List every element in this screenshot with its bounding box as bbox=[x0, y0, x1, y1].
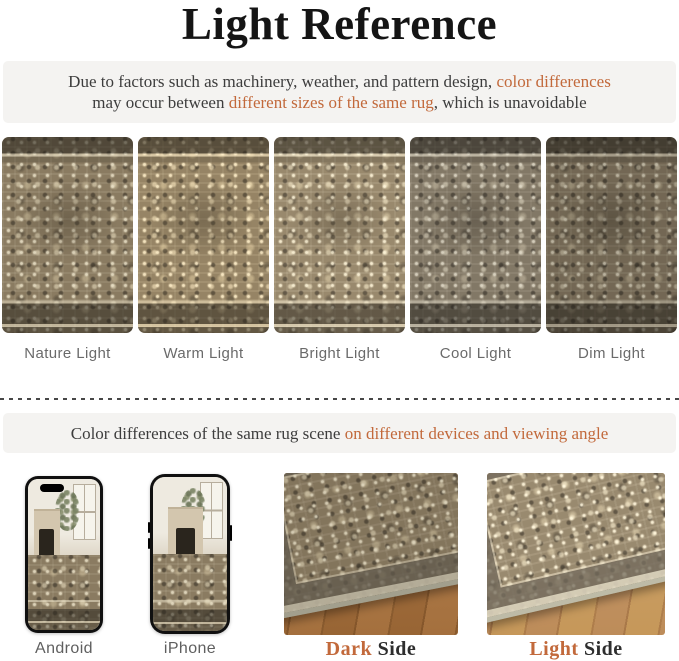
android-phone-screen bbox=[28, 479, 100, 630]
label-dark-accent: Dark bbox=[325, 638, 373, 660]
label-light-rest: Side bbox=[578, 638, 623, 660]
rug-border-bands bbox=[410, 137, 541, 333]
iphone-phone-image bbox=[150, 474, 230, 634]
rug-border-bands bbox=[546, 137, 677, 333]
label-bright-light: Bright Light bbox=[299, 345, 380, 362]
page-title: Light Reference bbox=[181, 0, 498, 49]
android-phone-image bbox=[25, 476, 103, 633]
rug-border-bands bbox=[138, 137, 269, 333]
label-dim-light: Dim Light bbox=[578, 345, 645, 362]
rug-on-floor bbox=[28, 555, 100, 631]
label-android: Android bbox=[35, 640, 93, 657]
intro-seg-1: Due to factors such as machinery, weather, and pattern design, bbox=[68, 72, 497, 91]
rug-border-bands bbox=[153, 554, 227, 631]
dashed-divider bbox=[0, 398, 679, 400]
room-scene bbox=[28, 479, 100, 558]
room-scene bbox=[153, 477, 227, 557]
rug-border-bands bbox=[2, 137, 133, 333]
intro-highlight-color-differences: color differences bbox=[496, 72, 611, 91]
rug-border-bands bbox=[28, 555, 100, 631]
firebox-graphic bbox=[176, 528, 196, 558]
intro-seg-5: , which is unavoidable bbox=[433, 93, 587, 112]
label-nature-light: Nature Light bbox=[24, 345, 111, 362]
intro-note-panel bbox=[3, 61, 676, 123]
label-dark-rest: Side bbox=[372, 638, 417, 660]
rug-photo-light-side bbox=[487, 473, 665, 635]
side-button bbox=[148, 522, 150, 533]
rug-border-bands bbox=[274, 137, 405, 333]
fireplace-graphic bbox=[34, 509, 60, 558]
device-note-panel bbox=[3, 413, 676, 453]
fireplace-graphic bbox=[168, 507, 204, 557]
device-seg-1: Color differences of the same rug scene bbox=[70, 423, 345, 443]
intro-highlight-different-sizes: different sizes of the same rug bbox=[228, 93, 434, 112]
rug-image-cool-light bbox=[410, 137, 541, 333]
intro-note-text bbox=[68, 71, 611, 113]
camera-cutout-icon bbox=[40, 484, 64, 492]
light-variant-label-row bbox=[2, 345, 677, 362]
light-variant-rug-row bbox=[2, 137, 677, 333]
rug-corner-graphic bbox=[487, 473, 665, 625]
rug-on-floor bbox=[153, 554, 227, 631]
label-cool-light: Cool Light bbox=[439, 345, 512, 362]
side-button bbox=[230, 525, 232, 541]
rug-image-dim-light bbox=[546, 137, 677, 333]
rug-image-warm-light bbox=[138, 137, 269, 333]
firebox-graphic bbox=[39, 529, 54, 558]
iphone-phone-screen bbox=[153, 477, 227, 631]
intro-seg-3: may occur between bbox=[92, 93, 229, 112]
label-warm-light: Warm Light bbox=[163, 345, 244, 362]
rug-corner-graphic bbox=[284, 473, 458, 620]
side-button bbox=[148, 538, 150, 549]
device-highlight-devices-angle: on different devices and viewing angle bbox=[344, 423, 609, 443]
label-iphone: iPhone bbox=[163, 640, 217, 657]
rug-photo-dark-side bbox=[284, 473, 458, 635]
device-note-text bbox=[71, 423, 609, 444]
rug-image-bright-light bbox=[274, 137, 405, 333]
rug-image-nature-light bbox=[2, 137, 133, 333]
label-light-accent: Light bbox=[529, 638, 579, 660]
